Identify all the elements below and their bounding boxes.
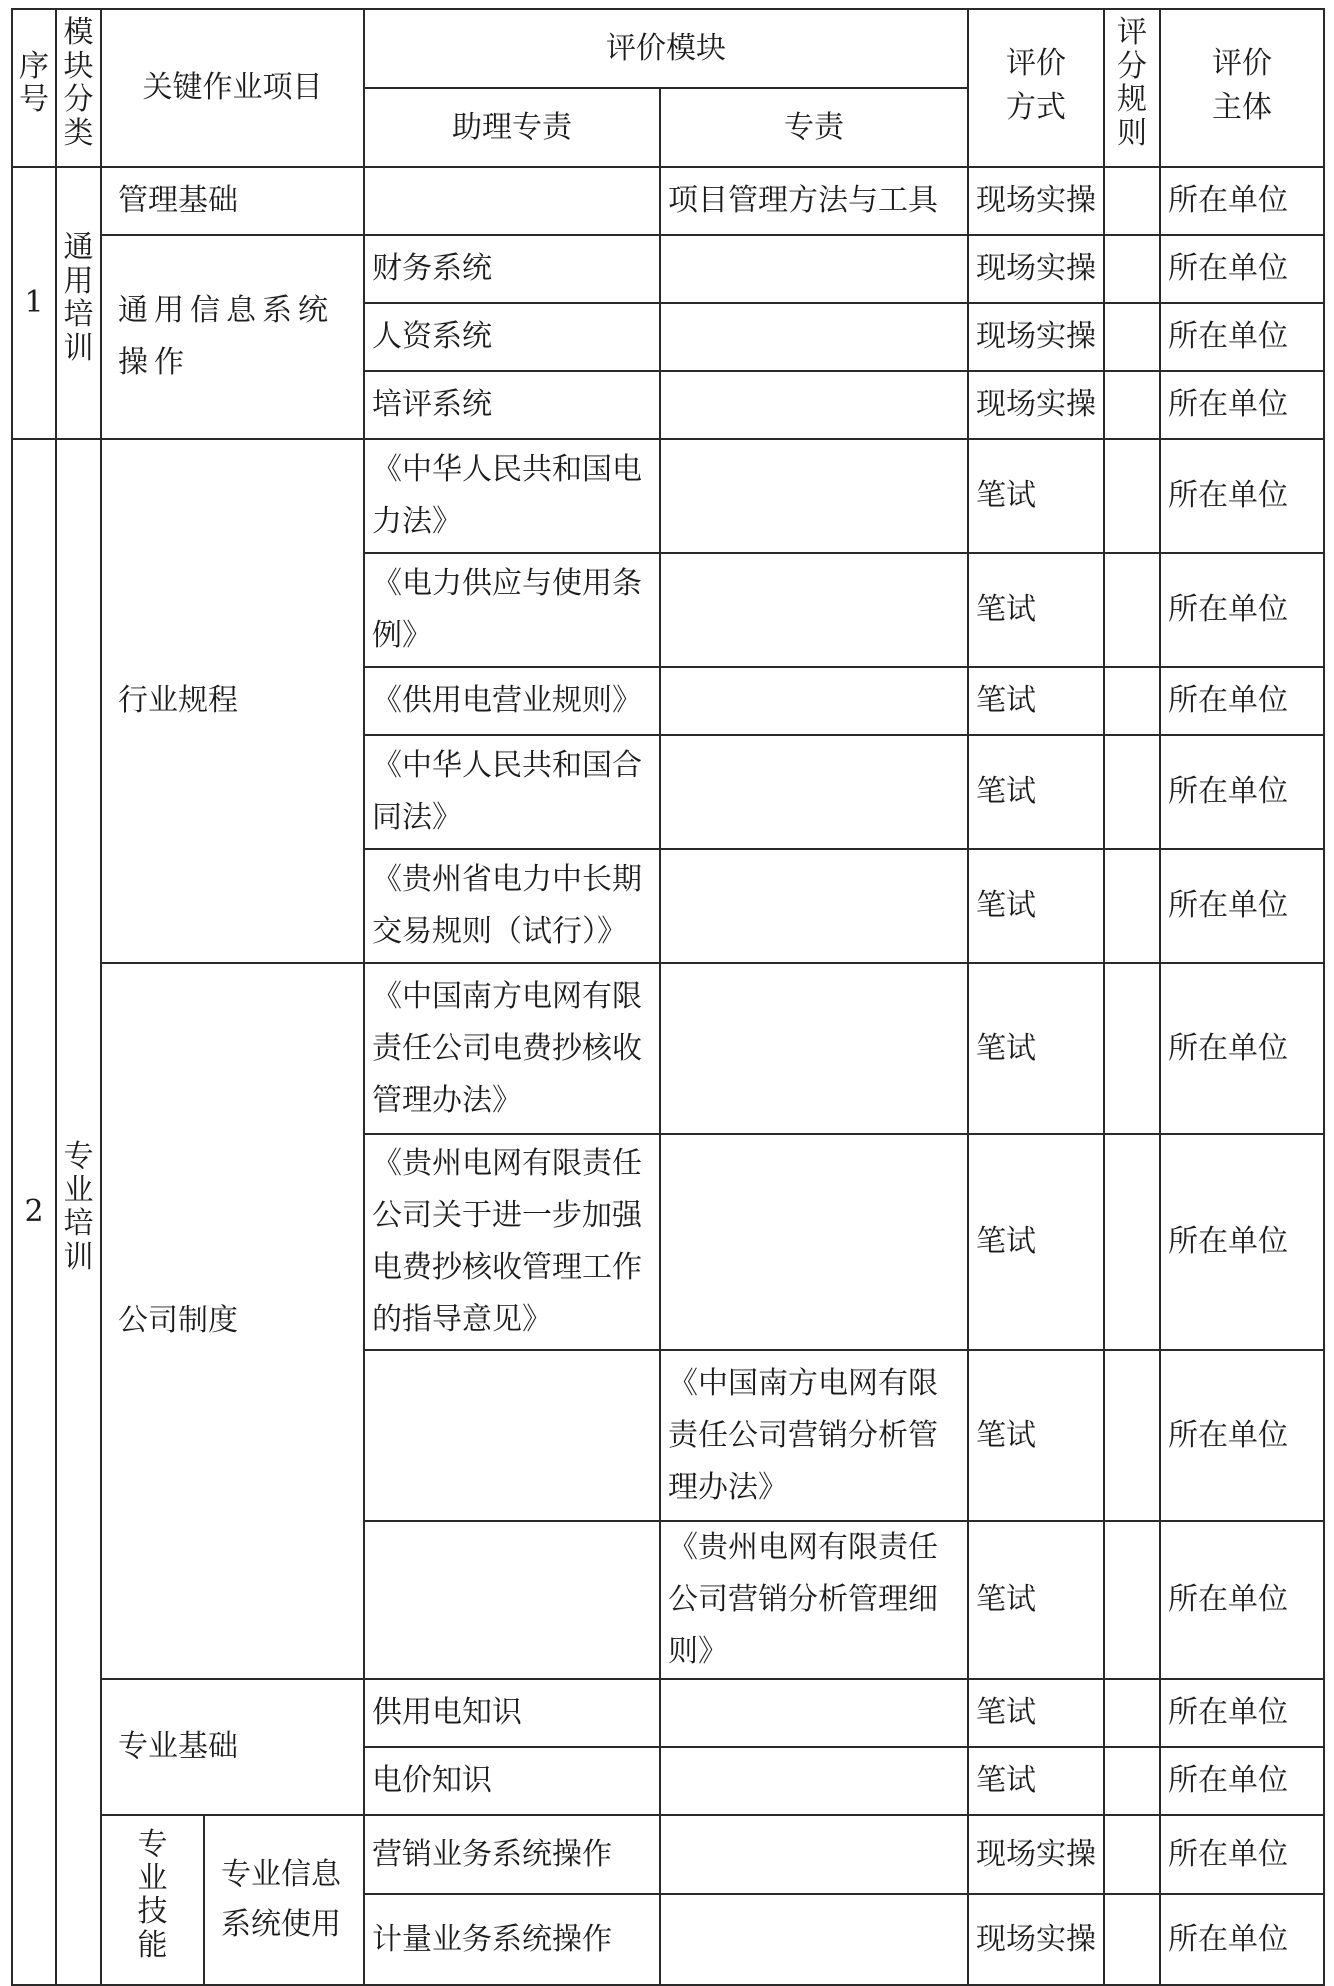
key-item: 专业基础 <box>101 1679 364 1815</box>
key-item-skills: 专业技能 <box>101 1815 204 1985</box>
rules-cell <box>1104 1894 1160 1985</box>
specialist-cell <box>660 553 968 667</box>
subject-cell: 所在单位 <box>1160 303 1324 371</box>
section1-category: 通用培训 <box>56 167 101 439</box>
subject-cell: 所在单位 <box>1160 235 1324 303</box>
subject-cell: 所在单位 <box>1160 167 1324 235</box>
assistant-cell: 营销业务系统操作 <box>364 1815 660 1894</box>
rules-cell <box>1104 553 1160 667</box>
method-cell: 笔试 <box>968 735 1104 849</box>
specialist-cell <box>660 235 968 303</box>
header-method: 评价方式 <box>968 9 1104 167</box>
evaluation-table <box>11 8 1325 1986</box>
rules-cell <box>1104 235 1160 303</box>
method-cell: 笔试 <box>968 963 1104 1134</box>
rules-cell <box>1104 735 1160 849</box>
assistant-cell: 《供用电营业规则》 <box>364 667 660 735</box>
method-cell: 现场实操 <box>968 303 1104 371</box>
rules-cell <box>1104 1521 1160 1679</box>
section1-seq: 1 <box>12 167 56 439</box>
table-row <box>12 1815 1324 1894</box>
key-item: 通用信息系统操作 <box>101 235 364 439</box>
section2-category: 专业培训 <box>56 439 101 1985</box>
specialist-cell: 《中国南方电网有限责任公司营销分析管理办法》 <box>660 1350 968 1521</box>
specialist-cell <box>660 303 968 371</box>
table-row <box>12 439 1324 553</box>
specialist-cell <box>660 963 968 1134</box>
subject-cell: 所在单位 <box>1160 553 1324 667</box>
subject-cell: 所在单位 <box>1160 1350 1324 1521</box>
assistant-cell: 人资系统 <box>364 303 660 371</box>
assistant-cell: 《中华人民共和国电力法》 <box>364 439 660 553</box>
key-item-skills-sub: 专业信息系统使用 <box>204 1815 364 1985</box>
specialist-cell <box>660 1894 968 1985</box>
subject-cell: 所在单位 <box>1160 1521 1324 1679</box>
subject-cell: 所在单位 <box>1160 849 1324 963</box>
specialist-cell <box>660 371 968 439</box>
header-category: 模块分类 <box>56 9 101 167</box>
specialist-cell <box>660 1815 968 1894</box>
rules-cell <box>1104 1134 1160 1350</box>
subject-cell: 所在单位 <box>1160 371 1324 439</box>
subject-cell: 所在单位 <box>1160 735 1324 849</box>
rules-cell <box>1104 1679 1160 1747</box>
method-cell: 笔试 <box>968 849 1104 963</box>
rules-cell <box>1104 1350 1160 1521</box>
assistant-cell: 供用电知识 <box>364 1679 660 1747</box>
method-cell: 笔试 <box>968 1679 1104 1747</box>
specialist-cell: 项目管理方法与工具 <box>660 167 968 235</box>
rules-cell <box>1104 1747 1160 1815</box>
method-cell: 笔试 <box>968 439 1104 553</box>
method-cell: 笔试 <box>968 553 1104 667</box>
method-cell: 笔试 <box>968 1350 1104 1521</box>
rules-cell <box>1104 167 1160 235</box>
specialist-cell <box>660 849 968 963</box>
method-cell: 笔试 <box>968 1747 1104 1815</box>
header-eval-module: 评价模块 <box>364 9 968 88</box>
method-cell: 现场实操 <box>968 167 1104 235</box>
table-row <box>12 167 1324 235</box>
subject-cell: 所在单位 <box>1160 439 1324 553</box>
key-item: 公司制度 <box>101 963 364 1679</box>
assistant-cell: 《电力供应与使用条例》 <box>364 553 660 667</box>
key-item: 行业规程 <box>101 439 364 963</box>
header-rules: 评分规则 <box>1104 9 1160 167</box>
subject-cell: 所在单位 <box>1160 1894 1324 1985</box>
assistant-cell: 计量业务系统操作 <box>364 1894 660 1985</box>
specialist-cell <box>660 439 968 553</box>
method-cell: 笔试 <box>968 1521 1104 1679</box>
assistant-cell: 《贵州省电力中长期交易规则（试行）》 <box>364 849 660 963</box>
assistant-cell <box>364 1521 660 1679</box>
header-key-item: 关键作业项目 <box>101 9 364 167</box>
specialist-cell <box>660 735 968 849</box>
table-row <box>12 235 1324 303</box>
assistant-cell: 《贵州电网有限责任公司关于进一步加强电费抄核收管理工作的指导意见》 <box>364 1134 660 1350</box>
subject-cell: 所在单位 <box>1160 963 1324 1134</box>
assistant-cell: 电价知识 <box>364 1747 660 1815</box>
method-cell: 现场实操 <box>968 1815 1104 1894</box>
method-cell: 现场实操 <box>968 235 1104 303</box>
header-seq: 序号 <box>12 9 56 167</box>
specialist-cell: 《贵州电网有限责任公司营销分析管理细则》 <box>660 1521 968 1679</box>
rules-cell <box>1104 1815 1160 1894</box>
header-subject: 评价主体 <box>1160 9 1324 167</box>
rules-cell <box>1104 849 1160 963</box>
rules-cell <box>1104 667 1160 735</box>
subject-cell: 所在单位 <box>1160 667 1324 735</box>
specialist-cell <box>660 1679 968 1747</box>
rules-cell <box>1104 439 1160 553</box>
method-cell: 笔试 <box>968 1134 1104 1350</box>
specialist-cell <box>660 1134 968 1350</box>
assistant-cell: 培评系统 <box>364 371 660 439</box>
rules-cell <box>1104 303 1160 371</box>
subject-cell: 所在单位 <box>1160 1679 1324 1747</box>
header-row <box>12 9 1324 88</box>
subject-cell: 所在单位 <box>1160 1815 1324 1894</box>
assistant-cell <box>364 167 660 235</box>
header-specialist: 专责 <box>660 88 968 167</box>
specialist-cell <box>660 1747 968 1815</box>
assistant-cell: 《中华人民共和国合同法》 <box>364 735 660 849</box>
assistant-cell <box>364 1350 660 1521</box>
subject-cell: 所在单位 <box>1160 1134 1324 1350</box>
assistant-cell: 财务系统 <box>364 235 660 303</box>
key-item: 管理基础 <box>101 167 364 235</box>
rules-cell <box>1104 963 1160 1134</box>
method-cell: 笔试 <box>968 667 1104 735</box>
method-cell: 现场实操 <box>968 371 1104 439</box>
section2-seq: 2 <box>12 439 56 1985</box>
rules-cell <box>1104 371 1160 439</box>
method-cell: 现场实操 <box>968 1894 1104 1985</box>
assistant-cell: 《中国南方电网有限责任公司电费抄核收管理办法》 <box>364 963 660 1134</box>
subject-cell: 所在单位 <box>1160 1747 1324 1815</box>
table-row <box>12 1679 1324 1747</box>
table-row <box>12 963 1324 1134</box>
header-assistant: 助理专责 <box>364 88 660 167</box>
specialist-cell <box>660 667 968 735</box>
